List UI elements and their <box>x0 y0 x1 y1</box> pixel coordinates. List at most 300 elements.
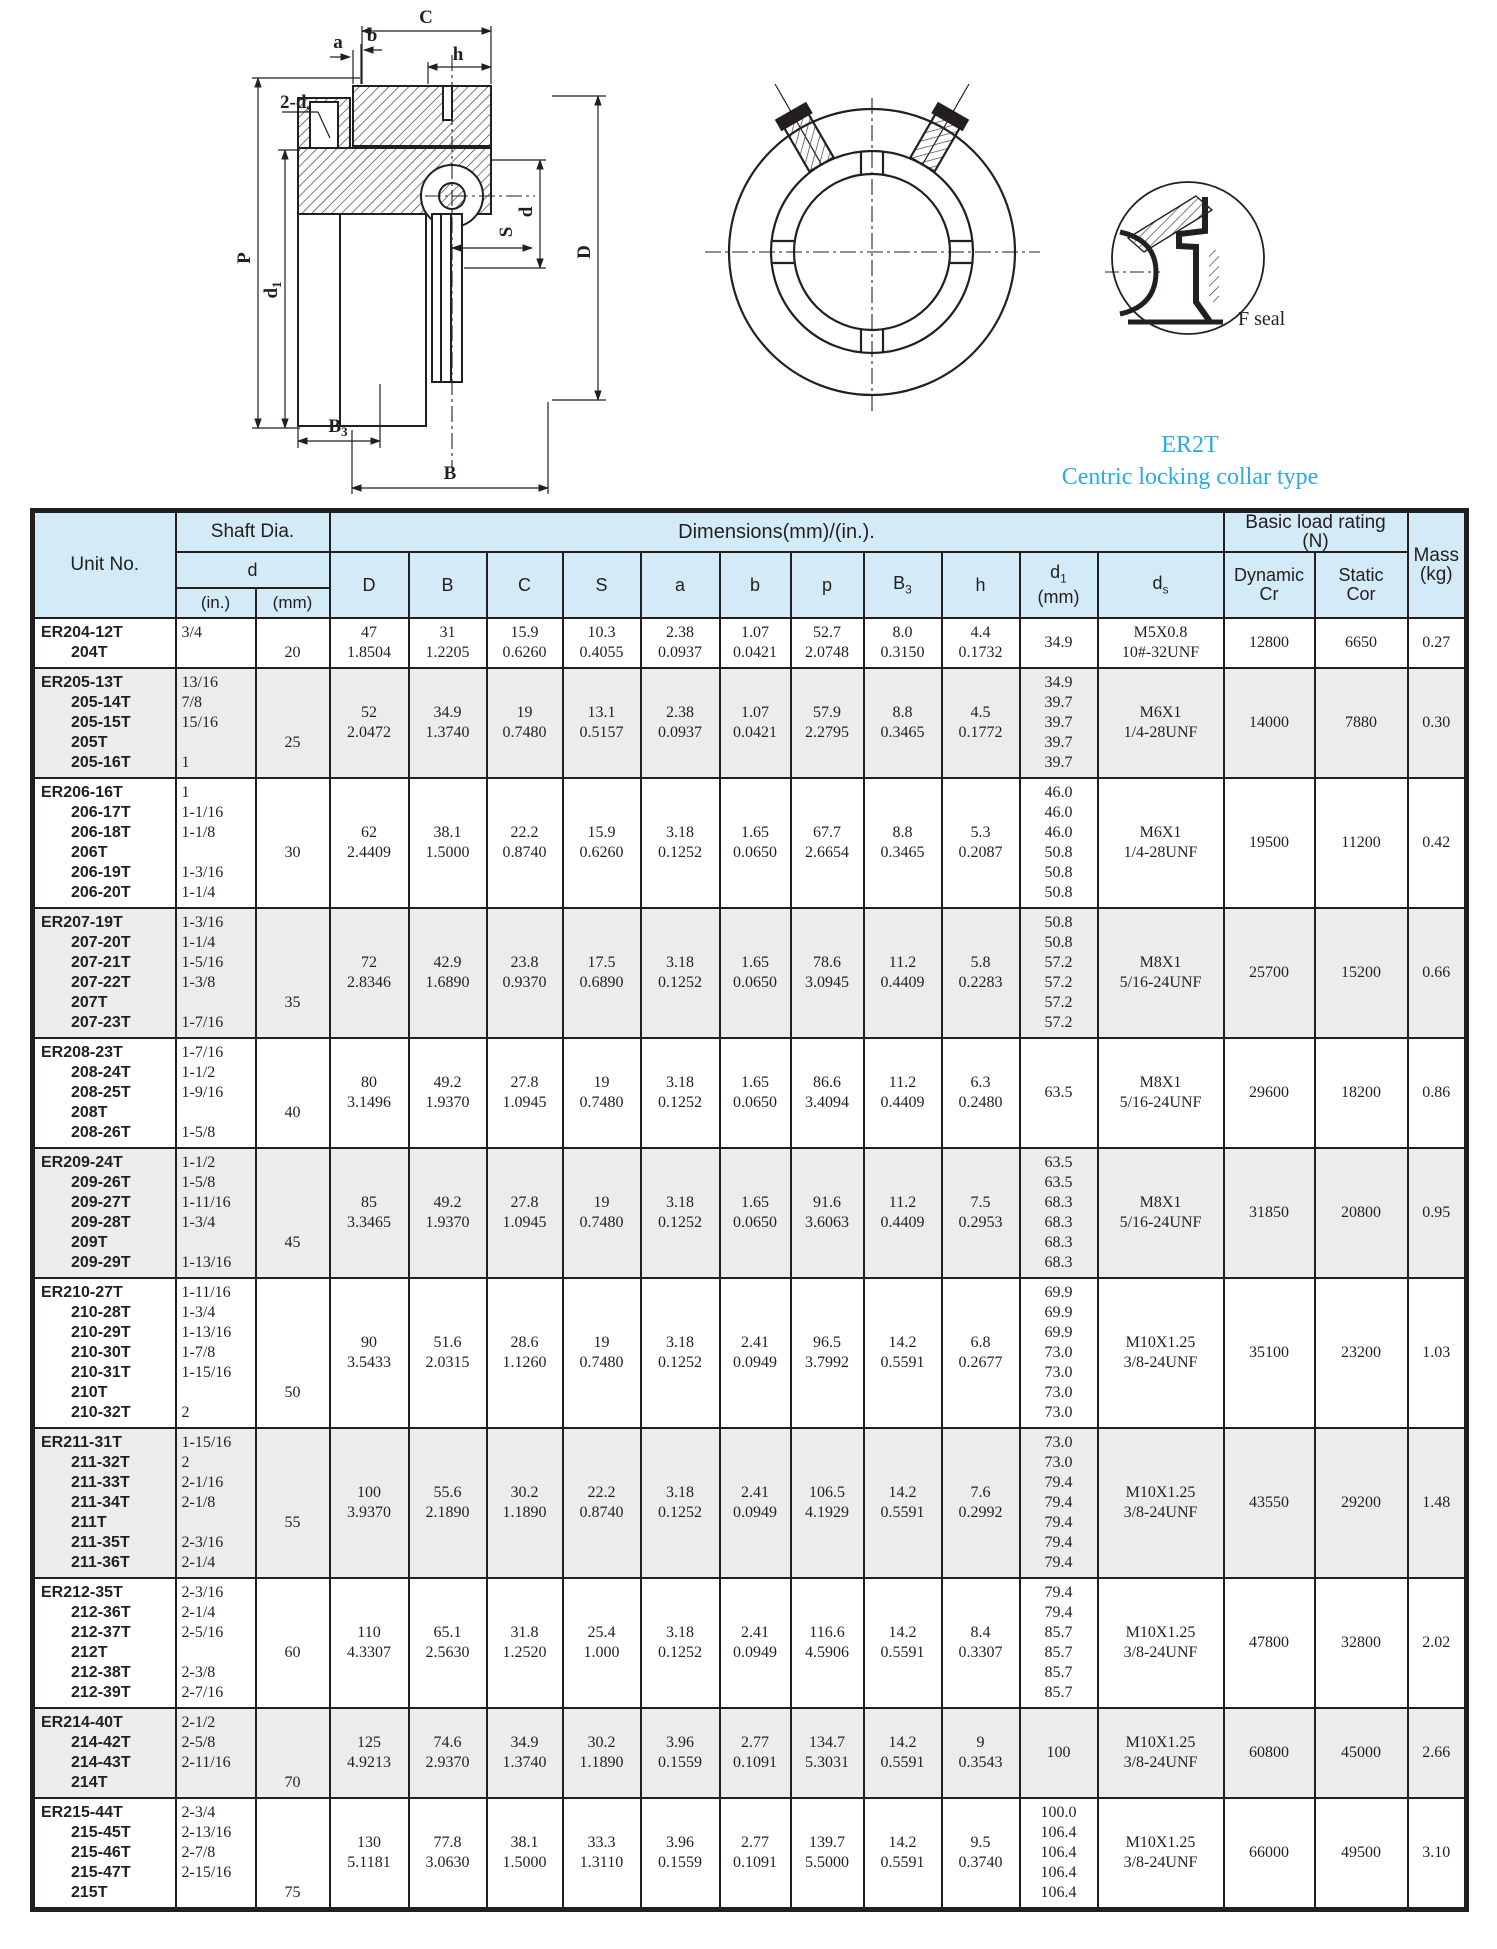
shaft-dia-in: 2-1/2 <box>181 1714 216 1731</box>
dim-value: 1.5000 <box>425 844 470 861</box>
dim-value: 0.7480 <box>579 1094 624 1111</box>
dim-value: 1.1890 <box>579 1754 624 1771</box>
dim-value: 0.1559 <box>658 1854 702 1871</box>
dim-value: 2.77 <box>741 1734 769 1751</box>
static-cor-cell <box>1315 618 1408 668</box>
unit-no: ER205-13T <box>41 674 123 691</box>
d1-cell <box>1020 1148 1098 1278</box>
shaft-dia-in: 2-1/4 <box>181 1604 216 1621</box>
dim-value: 0.0949 <box>733 1354 777 1371</box>
unit-no-cell <box>33 778 176 908</box>
dim-value: 49.2 <box>433 1194 462 1211</box>
shaft-dia-mm <box>257 713 329 733</box>
dim-value: 1.65 <box>741 954 769 971</box>
dim-value: 2.38 <box>666 704 694 721</box>
dim-S-cell <box>563 1578 641 1708</box>
dim-value: 2.6654 <box>805 844 849 861</box>
dim-value: 0.0937 <box>658 644 702 661</box>
shaft-dia-mm <box>257 1303 329 1323</box>
dim-value: 0.2087 <box>958 844 1003 861</box>
dim-value: 9 <box>976 1734 985 1751</box>
shaft-dia-in: 2-1/16 <box>181 1474 224 1491</box>
shaft-dia-mm: 45 <box>284 1234 301 1251</box>
dim-D-cell <box>330 1038 409 1148</box>
d1-value: 73.0 <box>1044 1384 1073 1401</box>
dim-value: 27.8 <box>510 1074 539 1091</box>
unit-no-cell <box>33 1148 176 1278</box>
col-header-ds: $d_s$ <box>1098 552 1224 618</box>
ds-value: 3/8-24UNF <box>1123 1354 1198 1371</box>
ds-cell <box>1098 1428 1224 1578</box>
dim-value: 3.5433 <box>347 1354 391 1371</box>
dim-value: 8.4 <box>970 1624 991 1641</box>
spec-row-ER214-40T <box>33 1708 1467 1798</box>
shaft-in-cell <box>176 668 256 778</box>
d1-value: 46.0 <box>1044 824 1073 841</box>
dim-S-cell <box>563 1428 641 1578</box>
mass-value: 1.03 <box>1422 1344 1451 1361</box>
col-header-d: d <box>176 552 330 588</box>
shaft-in-cell <box>176 1148 256 1278</box>
spec-row-ER208-23T <box>33 1038 1467 1148</box>
dim-p-cell <box>791 1428 864 1578</box>
dim-B3-cell <box>864 1798 942 1910</box>
dim-p-cell <box>791 1038 864 1148</box>
mass-value: 0.86 <box>1422 1084 1451 1101</box>
dim-value: 2.0748 <box>805 644 849 661</box>
ds-value: M10X1.25 <box>1125 1334 1196 1351</box>
dim-value: 4.9213 <box>347 1754 391 1771</box>
cor-value: 45000 <box>1341 1744 1381 1761</box>
dim-value: 13.1 <box>587 704 616 721</box>
dim-value: 8.0 <box>892 624 913 641</box>
dim-value: 51.6 <box>433 1334 462 1351</box>
dim-value: 15.9 <box>587 824 616 841</box>
d1-value: 106.4 <box>1040 1824 1077 1841</box>
dim-h-cell <box>942 1428 1020 1578</box>
d1-value: 39.7 <box>1044 714 1073 731</box>
unit-no: ER208-23T <box>41 1044 123 1061</box>
shaft-mm-cell <box>256 1148 330 1278</box>
shaft-dia-mm: 70 <box>284 1774 301 1791</box>
dim-value: 0.6890 <box>579 974 624 991</box>
dim-value: 67.7 <box>813 824 841 841</box>
d1-cell <box>1020 1578 1098 1708</box>
unit-no: ER206-16T <box>41 784 123 801</box>
dim-C-cell <box>487 908 563 1038</box>
dim-label-h: h <box>452 44 464 65</box>
mass-value: 1.48 <box>1422 1494 1451 1511</box>
dim-a-cell <box>641 1038 720 1148</box>
shaft-dia-mm <box>257 1733 329 1753</box>
shaft-dia-in <box>177 993 255 1013</box>
cr-value: 31850 <box>1249 1204 1289 1221</box>
d1-cell <box>1020 1708 1098 1798</box>
unit-no: 210T <box>71 1384 108 1401</box>
dim-value: 72 <box>361 954 377 971</box>
dim-value: 15.9 <box>510 624 539 641</box>
unit-no-cell <box>33 668 176 778</box>
mass-value: 0.27 <box>1422 634 1451 651</box>
static-cor-cell <box>1315 908 1408 1038</box>
dim-b-cell <box>720 1148 791 1278</box>
d1-value: 85.7 <box>1044 1624 1073 1641</box>
unit-no: ER214-40T <box>41 1714 123 1731</box>
ds-value: 3/8-24UNF <box>1123 1644 1198 1661</box>
shaft-dia-mm <box>257 1213 329 1233</box>
unit-no: 215-45T <box>71 1824 131 1841</box>
dim-label-d: d <box>516 206 537 218</box>
d1-value: 79.4 <box>1044 1494 1073 1511</box>
dim-C-cell <box>487 1148 563 1278</box>
cor-value: 32800 <box>1341 1634 1381 1651</box>
set-screw-right <box>907 75 983 173</box>
dim-b-cell <box>720 1038 791 1148</box>
dim-value: 11.2 <box>888 954 917 971</box>
spec-row-ER207-19T <box>33 908 1467 1038</box>
shaft-dia-in: 1-5/16 <box>181 954 224 971</box>
unit-no: 209-26T <box>71 1174 131 1191</box>
shaft-dia-in <box>177 1883 255 1903</box>
d1-value: 79.4 <box>1044 1604 1073 1621</box>
shaft-mm-cell <box>256 668 330 778</box>
shaft-dia-mm <box>257 1173 329 1193</box>
dim-value: 0.5591 <box>880 1504 925 1521</box>
dim-S-cell <box>563 618 641 668</box>
d1-value: 57.2 <box>1044 1014 1073 1031</box>
dim-value: 0.4409 <box>880 1094 925 1111</box>
unit-no-cell <box>33 908 176 1038</box>
dim-value: 3.6063 <box>805 1214 849 1231</box>
dim-value: 65.1 <box>433 1624 462 1641</box>
dim-value: 11.2 <box>888 1074 917 1091</box>
ds-value: M8X1 <box>1139 1194 1182 1211</box>
shaft-dia-in: 2-5/16 <box>181 1624 224 1641</box>
dim-value: 1.2205 <box>425 644 470 661</box>
unit-no: 205T <box>71 734 108 751</box>
ds-value: 3/8-24UNF <box>1123 1754 1198 1771</box>
cr-value: 35100 <box>1249 1344 1289 1361</box>
static-cor-cell <box>1315 1578 1408 1708</box>
d1-cell <box>1020 908 1098 1038</box>
dim-B-cell <box>409 1038 487 1148</box>
dim-a-cell <box>641 1278 720 1428</box>
shaft-dia-mm <box>257 1323 329 1343</box>
shaft-mm-cell <box>256 618 330 668</box>
mass-cell <box>1408 618 1467 668</box>
mass-cell <box>1408 908 1467 1038</box>
shaft-dia-in: 3/4 <box>181 624 202 641</box>
dim-value: 1.65 <box>741 1194 769 1211</box>
shaft-mm-cell <box>256 1708 330 1798</box>
dim-value: 52 <box>361 704 377 721</box>
shaft-dia-in: 1-11/16 <box>181 1284 231 1301</box>
dim-p-cell <box>791 668 864 778</box>
dim-a-cell <box>641 1578 720 1708</box>
shaft-dia-in: 1-1/16 <box>181 804 224 821</box>
d1-value: 57.2 <box>1044 954 1073 971</box>
shaft-dia-in <box>177 1773 255 1793</box>
col-header-shaft-dia: Shaft Dia. <box>176 511 330 553</box>
shaft-dia-in: 1-7/16 <box>181 1044 224 1061</box>
dim-a-cell <box>641 1798 720 1910</box>
dim-value: 30.2 <box>510 1484 539 1501</box>
dim-value: 55.6 <box>433 1484 462 1501</box>
cor-value: 7880 <box>1345 714 1377 731</box>
dim-value: 1.65 <box>741 1074 769 1091</box>
shaft-dia-mm <box>257 883 329 903</box>
shaft-in-cell <box>176 1708 256 1798</box>
shaft-dia-mm <box>257 1433 329 1453</box>
shaft-dia-in: 1-5/8 <box>181 1174 216 1191</box>
spec-row-ER206-16T <box>33 778 1467 908</box>
shaft-dia-in <box>177 1643 255 1663</box>
dim-value: 0.0937 <box>658 724 702 741</box>
dim-value: 4.5906 <box>805 1644 849 1661</box>
shaft-dia-in: 1-13/16 <box>181 1324 232 1341</box>
dim-value: 3.0630 <box>425 1854 470 1871</box>
d1-value: 85.7 <box>1044 1684 1073 1701</box>
dim-value: 5.5000 <box>805 1854 849 1871</box>
unit-no: 206-20T <box>71 884 131 901</box>
mass-value: 0.95 <box>1422 1204 1451 1221</box>
dim-B-cell <box>409 1578 487 1708</box>
dim-label-P: P <box>234 252 255 264</box>
shaft-dia-in: 2-1/8 <box>181 1494 216 1511</box>
dim-value: 22.2 <box>510 824 539 841</box>
dim-value: 4.5 <box>970 704 991 721</box>
static-cor-cell <box>1315 778 1408 908</box>
cr-value: 47800 <box>1249 1634 1289 1651</box>
d1-value: 69.9 <box>1044 1324 1073 1341</box>
ds-value: M6X1 <box>1139 824 1182 841</box>
dim-value: 62 <box>361 824 377 841</box>
d1-value: 85.7 <box>1044 1664 1073 1681</box>
dim-value: 80 <box>361 1074 377 1091</box>
shaft-dia-in: 1-5/8 <box>181 1124 216 1141</box>
dim-value: 0.2283 <box>958 974 1003 991</box>
d1-cell <box>1020 618 1098 668</box>
unit-no: 212T <box>71 1644 108 1661</box>
dim-value: 7.5 <box>970 1194 991 1211</box>
ds-value: 1/4-28UNF <box>1123 844 1198 861</box>
col-header-h: h <box>942 552 1020 618</box>
d1-value: 63.5 <box>1044 1084 1073 1101</box>
dim-D-cell <box>330 1578 409 1708</box>
dim-B3-cell <box>864 1278 942 1428</box>
dim-B3-cell <box>864 1578 942 1708</box>
shaft-dia-mm: 50 <box>284 1384 301 1401</box>
dim-value: 0.9370 <box>502 974 547 991</box>
dim-value: 38.1 <box>433 824 462 841</box>
shaft-dia-mm: 40 <box>284 1104 301 1121</box>
col-header-C: C <box>487 552 563 618</box>
unit-no: 210-31T <box>71 1364 131 1381</box>
dim-value: 0.8740 <box>502 844 547 861</box>
unit-no: 212-36T <box>71 1604 131 1621</box>
shaft-in-cell <box>176 778 256 908</box>
unit-no: 205-14T <box>71 694 131 711</box>
dim-value: 0.2480 <box>958 1094 1003 1111</box>
unit-no: 209-28T <box>71 1214 131 1231</box>
d1-value: 106.4 <box>1040 1864 1077 1881</box>
unit-no: 211-35T <box>71 1534 130 1551</box>
unit-no: ER209-24T <box>41 1154 123 1171</box>
dim-value: 0.0421 <box>733 724 777 741</box>
dim-b-cell <box>720 668 791 778</box>
mass-cell <box>1408 1148 1467 1278</box>
unit-no: 206-18T <box>71 824 131 841</box>
unit-no: 208-25T <box>71 1084 131 1101</box>
unit-no: 207-22T <box>71 974 131 991</box>
unit-no: 209-27T <box>71 1194 131 1211</box>
shaft-dia-in: 1-1/4 <box>181 934 216 951</box>
dim-value: 1.0945 <box>502 1214 547 1231</box>
dim-value: 96.5 <box>813 1334 841 1351</box>
shaft-dia-mm: 35 <box>284 994 301 1011</box>
dim-B-cell <box>409 908 487 1038</box>
dim-value: 4.3307 <box>347 1644 391 1661</box>
mass-value: 0.66 <box>1422 964 1451 981</box>
dim-value: 1.07 <box>741 704 769 721</box>
shaft-dia-in: 1-1/2 <box>181 1154 216 1171</box>
dim-value: 2.9370 <box>425 1754 470 1771</box>
unit-no: 205-16T <box>71 754 131 771</box>
dynamic-cr-cell <box>1224 908 1315 1038</box>
shaft-mm-cell <box>256 1278 330 1428</box>
unit-no: 210-29T <box>71 1324 131 1341</box>
shaft-dia-mm <box>257 823 329 843</box>
dim-h-cell <box>942 1148 1020 1278</box>
shaft-dia-in: 1-1/8 <box>181 824 216 841</box>
dim-value: 0.5591 <box>880 1644 925 1661</box>
spec-row-ER210-27T <box>33 1278 1467 1428</box>
dim-value: 2.5630 <box>425 1644 470 1661</box>
dim-p-cell <box>791 618 864 668</box>
shaft-dia-mm <box>257 1863 329 1883</box>
dim-value: 1.5000 <box>502 1854 547 1871</box>
dim-h-cell <box>942 778 1020 908</box>
unit-no: ER204-12T <box>41 624 123 641</box>
mass-cell <box>1408 1428 1467 1578</box>
unit-no: 207T <box>71 994 108 1011</box>
unit-no: 211-34T <box>71 1494 130 1511</box>
dim-value: 5.3 <box>970 824 991 841</box>
dynamic-cr-cell <box>1224 778 1315 908</box>
unit-no: 211T <box>71 1514 107 1531</box>
dim-label-B3: $B_3$ <box>328 416 348 439</box>
unit-no-cell <box>33 1038 176 1148</box>
dim-value: 2.2795 <box>805 724 849 741</box>
dim-b-cell <box>720 1578 791 1708</box>
shaft-in-cell <box>176 1278 256 1428</box>
shaft-mm-cell <box>256 778 330 908</box>
dim-value: 78.6 <box>813 954 841 971</box>
dim-value: 42.9 <box>433 954 462 971</box>
shaft-mm-cell <box>256 908 330 1038</box>
dim-B3-cell <box>864 1428 942 1578</box>
dynamic-cr-cell <box>1224 1038 1315 1148</box>
dynamic-cr-cell <box>1224 1708 1315 1798</box>
dim-value: 6.8 <box>970 1334 991 1351</box>
dim-value: 0.1252 <box>658 1094 702 1111</box>
unit-no: 204T <box>71 644 108 661</box>
ds-cell <box>1098 1278 1224 1428</box>
dim-value: 0.3307 <box>958 1644 1003 1661</box>
shaft-dia-in: 1 <box>181 754 190 771</box>
d1-value: 73.0 <box>1044 1404 1073 1421</box>
dim-a-cell <box>641 908 720 1038</box>
ds-value: M8X1 <box>1139 1074 1182 1091</box>
dim-h-cell <box>942 618 1020 668</box>
dim-value: 0.1559 <box>658 1754 702 1771</box>
d1-value: 73.0 <box>1044 1454 1073 1471</box>
mass-cell <box>1408 778 1467 908</box>
d1-value: 39.7 <box>1044 754 1073 771</box>
dim-value: 106.5 <box>809 1484 845 1501</box>
shaft-dia-mm <box>257 1493 329 1513</box>
shaft-dia-mm <box>257 623 329 643</box>
dim-D-cell <box>330 908 409 1038</box>
dim-a-cell <box>641 618 720 668</box>
dim-value: 19 <box>593 1194 610 1211</box>
unit-no: 210-28T <box>71 1304 131 1321</box>
cr-value: 12800 <box>1249 634 1289 651</box>
dim-value: 0.1252 <box>658 1644 702 1661</box>
d1-value: 73.0 <box>1044 1344 1073 1361</box>
dim-value: 3.96 <box>666 1834 694 1851</box>
unit-no: 207-20T <box>71 934 131 951</box>
d1-value: 68.3 <box>1044 1194 1073 1211</box>
d1-value: 63.5 <box>1044 1154 1073 1171</box>
dim-value: 0.1252 <box>658 974 702 991</box>
shaft-mm-cell <box>256 1038 330 1148</box>
dim-p-cell <box>791 1148 864 1278</box>
ds-value: M10X1.25 <box>1125 1484 1196 1501</box>
d1-value: 79.4 <box>1044 1534 1073 1551</box>
dim-value: 1.65 <box>741 824 769 841</box>
d1-value: 57.2 <box>1044 974 1073 991</box>
shaft-dia-in: 1-1/2 <box>181 1064 216 1081</box>
d1-cell <box>1020 1278 1098 1428</box>
mass-line2: (kg) <box>1419 564 1453 585</box>
shaft-dia-in: 1-3/16 <box>181 914 224 931</box>
shaft-in-cell <box>176 1798 256 1910</box>
dim-value: 3.7992 <box>805 1354 849 1371</box>
dim-B3-cell <box>864 1038 942 1148</box>
dim-p-cell <box>791 778 864 908</box>
d1-value: 46.0 <box>1044 784 1073 801</box>
mass-cell <box>1408 1798 1467 1910</box>
dim-value: 0.1252 <box>658 1214 702 1231</box>
cr-value: 66000 <box>1249 1844 1289 1861</box>
dim-B-cell <box>409 778 487 908</box>
dim-B3-cell <box>864 618 942 668</box>
dim-value: 1.6890 <box>425 974 470 991</box>
d1-value: 46.0 <box>1044 804 1073 821</box>
dim-D-cell <box>330 778 409 908</box>
dim-D-cell <box>330 668 409 778</box>
d1-value: 68.3 <box>1044 1254 1073 1271</box>
shaft-dia-in <box>177 1233 255 1253</box>
shaft-dia-mm <box>257 1013 329 1033</box>
dim-label-C: C <box>419 7 433 28</box>
dim-value: 0.5591 <box>880 1854 925 1871</box>
mass-cell <box>1408 1578 1467 1708</box>
dim-D-cell <box>330 1428 409 1578</box>
dim-value: 125 <box>357 1734 381 1751</box>
unit-no: 214-43T <box>71 1754 131 1771</box>
